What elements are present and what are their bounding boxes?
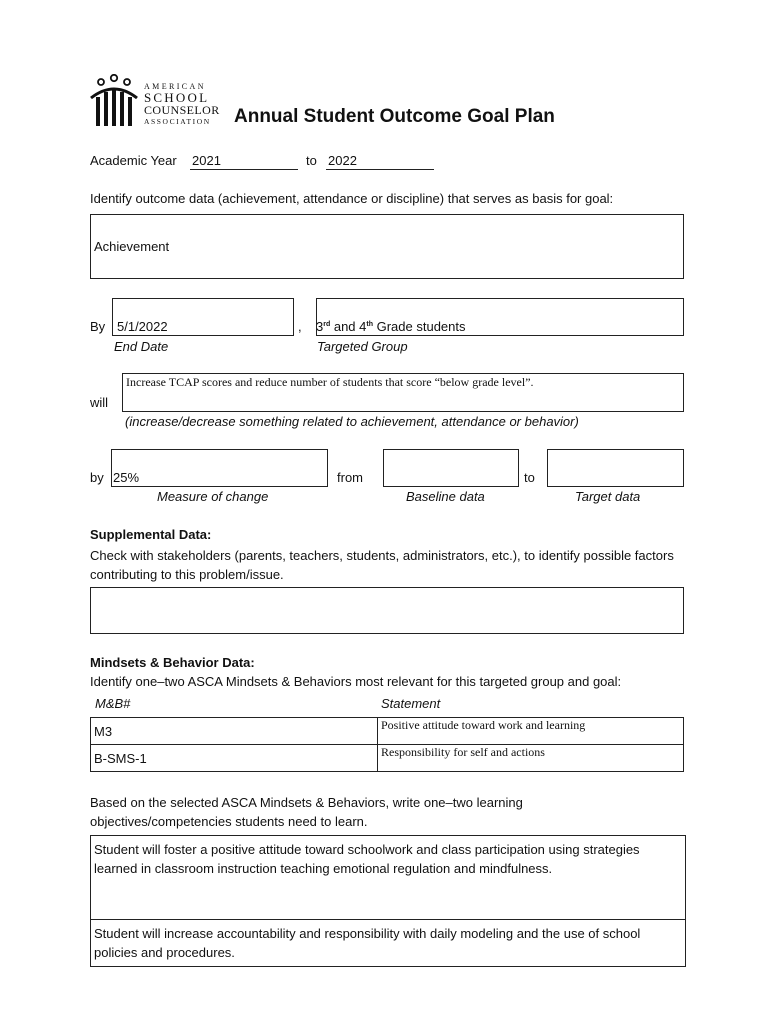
supplemental-text: Check with stakeholders (parents, teachers, students, administrators, etc.), to identify possible factors contributing to this problem/issue. [90,548,674,582]
objective-cell[interactable]: Student will increase accountability and responsibility with daily modeling and the use of school policies and procedures. [91,920,686,967]
from-label: from [337,470,363,485]
measure-of-change-label: Measure of change [157,489,269,504]
mb-code-cell[interactable] [91,745,378,772]
outcome-prompt: Identify outcome data (achievement, attendance or discipline) that serves as basis for goal: [90,191,614,206]
mb-code: M3 [94,723,113,739]
logo-line-counselor: COUNSELOR [144,103,220,117]
mb-statement-cell[interactable] [378,718,684,745]
end-date-label: End Date [114,339,169,354]
mindsets-heading: Mindsets & Behavior Data: [90,655,255,670]
mb-statement: Positive attitude toward work and learning [381,718,586,732]
mb-statement: Responsibility for self and actions [381,745,545,759]
grade-b-suffix: th [366,321,373,328]
end-date-field[interactable] [112,298,294,336]
grade-a: 3 [316,319,324,334]
mb-code-cell[interactable] [91,718,378,745]
page-title: Annual Student Outcome Goal Plan [234,106,555,127]
will-field[interactable] [122,373,684,412]
supplemental-field[interactable] [90,587,684,634]
mindsets-text: Identify one–two ASCA Mindsets & Behaviors most relevant for this targeted group and goal: [90,674,622,689]
baseline-data-field[interactable] [383,449,519,487]
will-hint: (increase/decrease something related to achievement, attendance or behavior) [125,414,579,429]
academic-year-to-field[interactable] [326,152,434,170]
measure-of-change-field[interactable] [111,449,328,487]
asca-figures-logo-icon [89,74,139,128]
logo-line-american: AMERICAN [144,82,206,91]
targeted-group-field[interactable] [316,298,684,336]
academic-year-from-value: 2021 [192,153,221,168]
academic-year-to-label: to [306,153,317,168]
supplemental-heading: Supplemental Data: [90,527,212,542]
measure-of-change-value: 25% [113,470,140,485]
objectives-text: Based on the selected ASCA Mindsets & Behaviors, write one–two learning objectives/competencies students need to learn. [90,795,523,829]
outcome-data-value: Achievement [94,239,170,254]
measure-by-label: by [90,470,104,485]
table-row [91,718,684,745]
grade-rest: Grade students [373,319,466,334]
comma-separator: , [298,319,302,334]
baseline-data-label: Baseline data [406,489,485,504]
grade-a-suffix: rd [323,321,331,328]
will-value: Increase TCAP scores and reduce number of students that score “below grade level”. [126,375,534,389]
mindsets-table [90,717,684,772]
end-date-value: 5/1/2022 [117,319,168,334]
objective-cell[interactable]: Student will foster a positive attitude toward schoolwork and class participation using strategies learned in classroom instruction teaching emotional regulation and mindfulness. [91,836,686,920]
to-label: to [524,470,535,485]
statement-header: Statement [381,696,441,711]
logo-line-association: ASSOCIATION [144,117,211,126]
academic-year-to-value: 2022 [328,153,357,168]
by-label: By [90,319,106,334]
objectives-table [90,835,686,967]
mb-code: B-SMS-1 [94,750,147,766]
grade-and: and 4 [330,319,367,334]
targeted-group-label: Targeted Group [317,339,408,354]
outcome-data-field[interactable] [90,214,684,279]
academic-year-from-field[interactable] [190,152,298,170]
target-data-field[interactable] [547,449,684,487]
academic-year-label: Academic Year [90,153,177,168]
table-row [91,745,684,772]
table-row [91,836,686,920]
mb-statement-cell[interactable] [378,745,684,772]
targeted-group-value [316,319,466,334]
logo-line-school: SCHOOL [144,90,210,105]
target-data-label: Target data [575,489,641,504]
will-label: will [90,395,109,410]
asca-logo [89,74,229,130]
mb-number-header: M&B# [95,696,131,711]
table-row [91,920,686,967]
